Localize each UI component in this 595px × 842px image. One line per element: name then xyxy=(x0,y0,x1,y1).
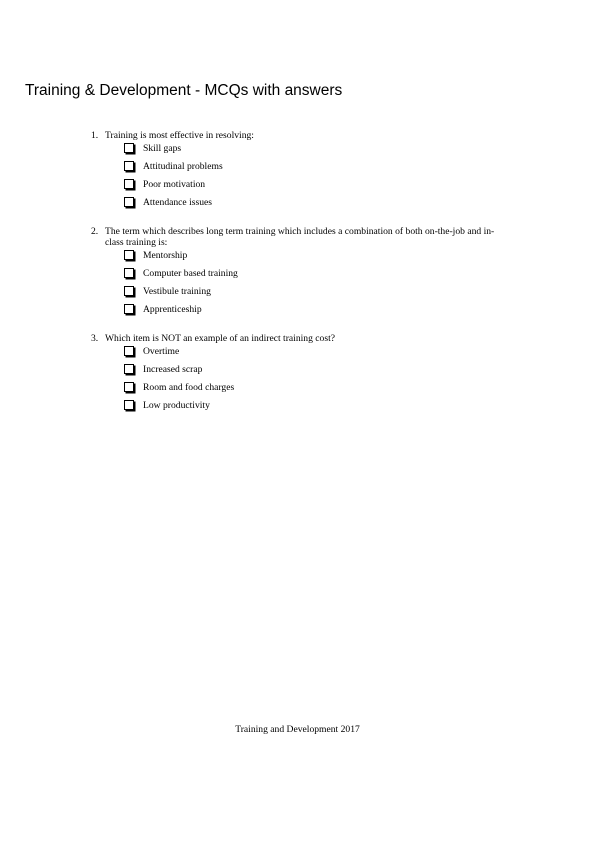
option-label: Skill gaps xyxy=(143,143,182,154)
option-list xyxy=(0,249,595,321)
option-list xyxy=(0,345,595,417)
checkbox-icon[interactable] xyxy=(124,286,134,296)
option-item[interactable] xyxy=(0,345,595,363)
question-list xyxy=(0,130,595,429)
question-text: The term which describes long term training which includes a combination of both on-the-job and in-class training is: xyxy=(105,226,495,248)
option-item[interactable] xyxy=(0,178,595,196)
checkbox-icon[interactable] xyxy=(124,382,134,392)
option-item[interactable] xyxy=(0,363,595,381)
checkbox-icon[interactable] xyxy=(124,364,134,374)
checkbox-icon[interactable] xyxy=(124,179,134,189)
option-list xyxy=(0,142,595,214)
option-label: Attendance issues xyxy=(143,197,213,208)
option-item[interactable] xyxy=(0,160,595,178)
checkbox-icon[interactable] xyxy=(124,250,134,260)
checkbox-icon[interactable] xyxy=(124,143,134,153)
page-footer: Training and Development 2017 xyxy=(235,724,360,735)
option-label: Attitudinal problems xyxy=(143,161,223,172)
option-item[interactable] xyxy=(0,249,595,267)
question-1 xyxy=(0,130,595,214)
question-text: Training is most effective in resolving: xyxy=(105,130,254,141)
checkbox-icon[interactable] xyxy=(124,346,134,356)
question-text: Which item is NOT an example of an indirect training cost? xyxy=(105,333,336,344)
option-item[interactable] xyxy=(0,285,595,303)
question-2 xyxy=(0,226,595,321)
option-label: Room and food charges xyxy=(143,382,235,393)
option-label: Low productivity xyxy=(143,400,210,411)
page-title: Training & Development - MCQs with answers xyxy=(25,82,343,99)
option-label: Apprenticeship xyxy=(143,304,202,315)
checkbox-icon[interactable] xyxy=(124,400,134,410)
option-label: Vestibule training xyxy=(143,286,211,297)
option-label: Overtime xyxy=(143,346,180,357)
question-3 xyxy=(0,333,595,417)
question-number: 2. xyxy=(91,226,99,237)
checkbox-icon[interactable] xyxy=(124,161,134,171)
option-item[interactable] xyxy=(0,381,595,399)
checkbox-icon[interactable] xyxy=(124,304,134,314)
question-number: 1. xyxy=(91,130,99,141)
option-label: Computer based training xyxy=(143,268,238,279)
option-item[interactable] xyxy=(0,399,595,417)
question-number: 3. xyxy=(91,333,99,344)
checkbox-icon[interactable] xyxy=(124,197,134,207)
option-item[interactable] xyxy=(0,142,595,160)
option-item[interactable] xyxy=(0,303,595,321)
option-label: Increased scrap xyxy=(143,364,203,375)
checkbox-icon[interactable] xyxy=(124,268,134,278)
option-label: Mentorship xyxy=(143,250,188,261)
option-item[interactable] xyxy=(0,267,595,285)
option-label: Poor motivation xyxy=(143,179,206,190)
option-item[interactable] xyxy=(0,196,595,214)
